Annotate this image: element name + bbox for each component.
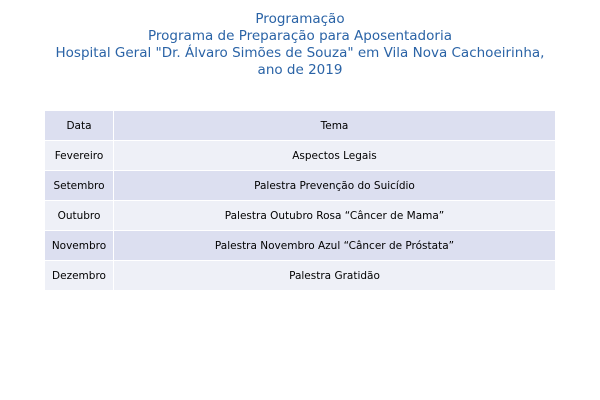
table-row bbox=[45, 231, 555, 261]
row-topic: Palestra Gratidão bbox=[114, 261, 555, 291]
row-month: Fevereiro bbox=[45, 141, 114, 171]
row-topic: Palestra Novembro Azul “Câncer de Próstata” bbox=[114, 231, 555, 261]
column-header-date: Data bbox=[45, 111, 114, 141]
title-line-2: Programa de Preparação para Aposentadoria bbox=[148, 28, 452, 44]
title-line-1: Programação bbox=[255, 11, 345, 27]
row-topic: Aspectos Legais bbox=[114, 141, 555, 171]
schedule-table bbox=[45, 111, 555, 291]
row-month: Outubro bbox=[45, 201, 114, 231]
table-row bbox=[45, 261, 555, 291]
row-month: Novembro bbox=[45, 231, 114, 261]
table-header-row bbox=[45, 111, 555, 141]
column-header-topic: Tema bbox=[114, 111, 555, 141]
page-title bbox=[0, 11, 600, 79]
table-row bbox=[45, 201, 555, 231]
title-line-3: Hospital Geral "Dr. Álvaro Simões de Souza" em Vila Nova Cachoeirinha, bbox=[55, 45, 545, 61]
row-topic: Palestra Outubro Rosa “Câncer de Mama” bbox=[114, 201, 555, 231]
row-topic: Palestra Prevenção do Suicídio bbox=[114, 171, 555, 201]
row-month: Setembro bbox=[45, 171, 114, 201]
title-line-4: ano de 2019 bbox=[257, 62, 343, 78]
table-row bbox=[45, 171, 555, 201]
row-month: Dezembro bbox=[45, 261, 114, 291]
table-row bbox=[45, 141, 555, 171]
